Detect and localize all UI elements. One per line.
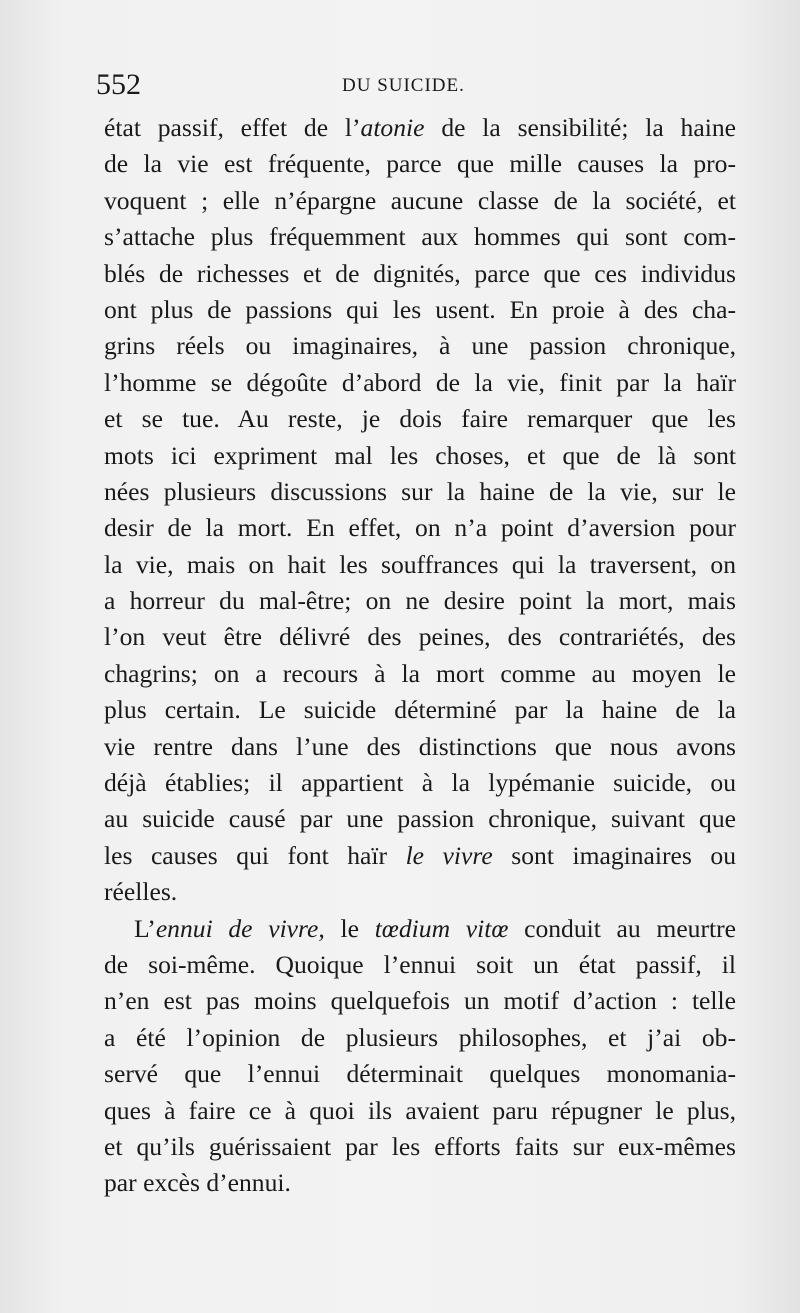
text-line: s’attache plus fréquemment aux hommes qui sont com- <box>104 222 736 252</box>
text-line: l’on veut être délivré des peines, des contrariétés, des <box>104 622 736 652</box>
text-line: vie rentre dans l’une des distinctions que nous avons <box>104 731 736 761</box>
text-line: n’en est pas moins quelquefois un motif d’action : telle <box>104 986 736 1016</box>
text-line: ont plus de passions qui les usent. En proie à des cha- <box>104 294 736 324</box>
text-line: les causes qui font haïr le vivre sont imaginaires ou <box>104 840 736 870</box>
body-text <box>104 110 736 1202</box>
running-head: DU SUICIDE. <box>342 75 465 96</box>
text-line: et se tue. Au reste, je dois faire remarquer que les <box>104 404 736 434</box>
text-line: nées plusieurs discussions sur la haine de la vie, sur le <box>104 476 736 506</box>
text-line: au suicide causé par une passion chronique, suivant que <box>104 804 736 834</box>
text-line: et qu’ils guérissaient par les efforts faits sur eux-mêmes <box>104 1131 736 1161</box>
text-line: l’homme se dégoûte d’abord de la vie, finit par la haïr <box>104 367 736 397</box>
text-line: état passif, effet de l’atonie de la sensibilité; la haine <box>104 113 736 142</box>
text-line: de la vie est fréquente, parce que mille causes la pro- <box>104 149 736 179</box>
text-line: voquent ; elle n’épargne aucune classe de la société, et <box>104 185 736 215</box>
page-header <box>96 68 736 102</box>
text-line: blés de richesses et de dignités, parce que ces individus <box>104 258 736 288</box>
text-line: réelles. <box>104 877 178 907</box>
text-line: par excès d’ennui. <box>104 1168 291 1198</box>
text-line: a horreur du mal-être; on ne desire point la mort, mais <box>104 586 736 616</box>
text-line: plus certain. Le suicide déterminé par la haine de la <box>104 695 736 725</box>
text-line: grins réels ou imaginaires, à une passion chronique, <box>104 331 736 361</box>
text-line: chagrins; on a recours à la mort comme au moyen le <box>104 658 736 688</box>
text-line: a été l’opinion de plusieurs philosophes, et j’ai ob- <box>104 1022 736 1052</box>
text-line: la vie, mais on hait les souffrances qui la traversent, on <box>104 549 736 579</box>
text-line: de soi-même. Quoique l’ennui soit un état passif, il <box>104 949 736 979</box>
text-line: desir de la mort. En effet, on n’a point d’aversion pour <box>104 513 736 543</box>
text-line: déjà établies; il appartient à la lypémanie suicide, ou <box>104 768 736 798</box>
text-line: mots ici expriment mal les choses, et que de là sont <box>104 440 736 470</box>
page-number: 552 <box>96 68 141 101</box>
text-line: servé que l’ennui déterminait quelques monomania- <box>104 1059 736 1089</box>
text-line: ques à faire ce à quoi ils avaient paru répugner le plus, <box>104 1095 736 1125</box>
text-line: L’ennui de vivre, le tœdium vitœ conduit au meurtre <box>134 913 736 943</box>
